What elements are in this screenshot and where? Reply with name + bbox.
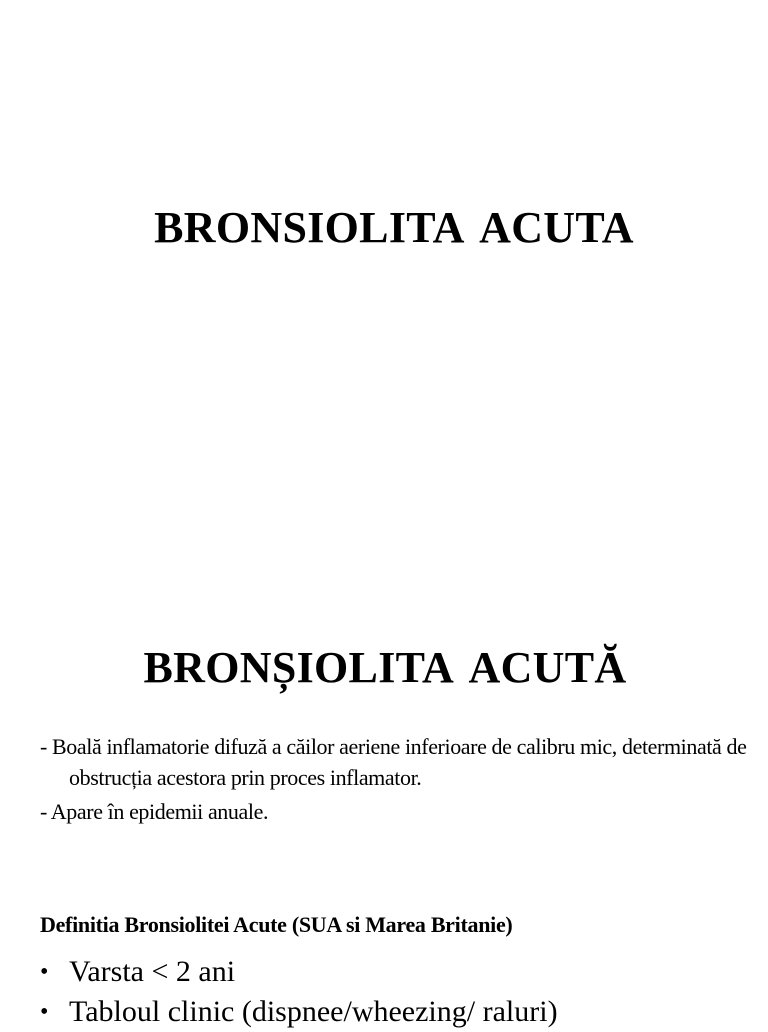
bullet-icon: • (40, 959, 49, 985)
criteria-list (40, 952, 760, 1032)
definition-item: - Apare în epidemii anuale. (40, 799, 269, 824)
definition-item: - Boală inflamatorie difuză a căilor aeriene inferioare de calibru mic, determinată de obstrucția acestora prin proces inflamator. (40, 734, 747, 790)
definition-subheading: Definitia Bronsiolitei Acute (SUA si Marea Britanie) (40, 912, 513, 937)
list-item (40, 952, 760, 992)
slide-2-title: BRONȘIOLITA ACUTĂ (143, 643, 627, 692)
slide-2 (0, 576, 768, 1028)
list-item (40, 992, 760, 1032)
list-item-text: Tabloul clinic (dispnee/wheezing/ raluri) (69, 995, 558, 1028)
definition-list (40, 731, 760, 830)
slide-1-title: BRONSIOLITA ACUTA (154, 203, 634, 252)
list-item-text: Varsta < 2 ani (69, 955, 236, 988)
bullet-icon: • (40, 999, 49, 1025)
